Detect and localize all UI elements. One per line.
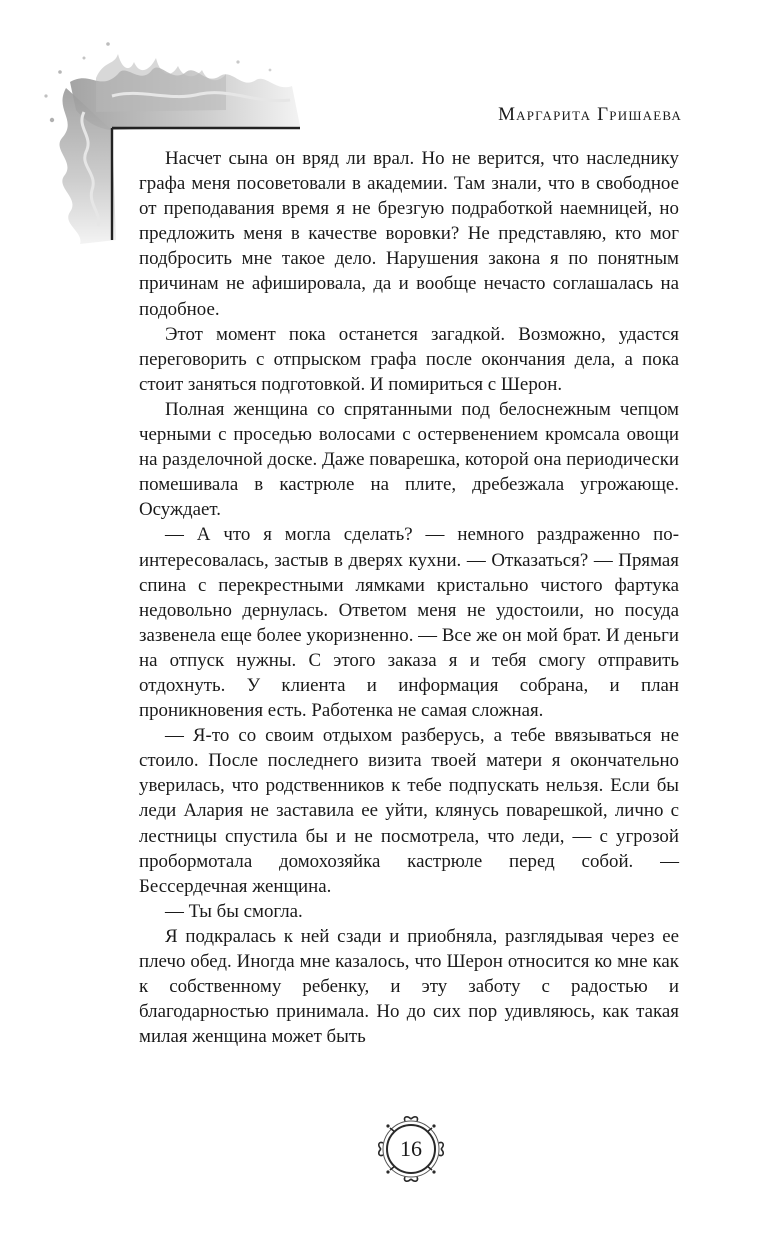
paragraph: Полная женщина со спрятанными под белоснежным чепцом черными с проседью волосами с остервенением кромсала овощи на разделочной доске. Даже поварешка, которой она периодически помешивала в кастрюле на плите, дребезжала угрожающе. Осуждает. [139,398,679,521]
paragraph: — Я-то со своим отдыхом разберусь, а тебе ввязываться не стоило. После последнего визита твоей матери я окончательно уверилась, что родственников к тебе подпускать нельзя. Если бы леди Алария не заставила ее уйти, клянусь поварешкой, лично с лестницы спустила бы и не посмотрела, что леди, — с угрозой пробормотала домохозяйка кастрюле перед собой. — Бессердечная женщина. [139,725,679,897]
running-header-author: Маргарита Гришаева [498,104,682,125]
paragraph: Этот момент пока останется загадкой. Возможно, удастся переговорить с отпрыском графа после окончания дела, а пока стоит заняться подготовкой. И помириться с Шерон. [139,323,679,395]
page-number-badge [368,1106,454,1192]
paragraph: — Ты бы смогла. [165,900,303,922]
paragraph: — А что я могла сделать? — немного раздраженно поинтересовалась, застыв в дверях кухни. — Отказаться? — Прямая спина с перекрестными лямками кристально чистого фартука недовольно дернулась. Ответом меня не удостоили, но посуда зазвенела еще более укоризненно. — Все же он мой брат. И деньги на отпуск нужны. С этого заказа я и тебя смогу отправить отдохнуть. У клиента и информация собрана, и план проникновения есть. Работенка не самая сложная. [139,524,679,722]
paragraph: Насчет сына он вряд ли врал. Но не верится, что наследнику графа меня посоветовали в академии. Там знали, что в свободное от преподавания время я не брезгую подработкой наемницей, но предложить меня в качестве воровки? Не представляю, кто мог подбросить мне такое дело. Нарушения закона я по понятным причинам не афишировала, да и вообще нечасто соглашалась на подобное. [139,148,679,320]
paragraph: Я подкралась к ней сзади и приобняла, разглядывая через ее плечо обед. Иногда мне казалось, что Шерон относится ко мне как к собственному ребенку, и эту заботу с радостью и благодарностью принимала. Но до сих пор удивляюсь, как такая милая женщина может быть [139,925,679,1048]
body-text [139,146,679,1049]
page-number: 16 [400,1136,422,1161]
